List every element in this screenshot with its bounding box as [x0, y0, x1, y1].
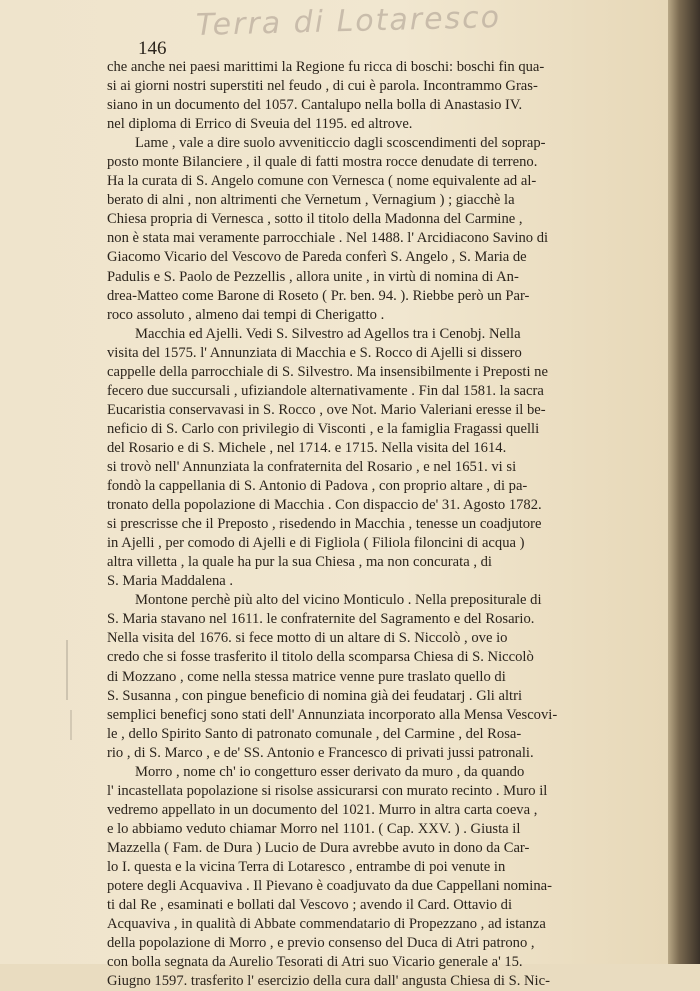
- text-line: cappelle della parrocchiale di S. Silvestro. Ma insensibilmente i Preposti ne: [107, 363, 548, 380]
- text-line: vedremo appellato in un documento del 1021. Murro in altra carta coeva ,: [107, 801, 538, 818]
- text-line: drea-Matteo come Barone di Roseto ( Pr. ben. 94. ). Riebbe però un Par-: [107, 287, 530, 304]
- text-line: con bolla segnata da Aurelio Tesorati di Atri suo Vicario generale a' 15.: [107, 954, 523, 971]
- text-line: Mazzella ( Fam. de Dura ) Lucio de Dura avrebbe avuto in dono da Car-: [107, 839, 530, 856]
- text-line: Giacomo Vicario del Vescovo de Pareda conferì S. Angelo , S. Maria de: [107, 249, 527, 266]
- text-line: altra villetta , la quale ha pur la sua Chiesa , ma non concurata , di: [107, 554, 492, 571]
- text-line: l' incastellata popolazione si risolse assicurarsi con murato recinto . Muro il: [107, 782, 548, 799]
- text-line: fondò la cappellania di S. Antonio di Padova , con proprio altare , di pa-: [107, 478, 528, 495]
- text-line: rio , di S. Marco , e de' SS. Antonio e Francesco di privati jussi patronali.: [107, 744, 534, 761]
- margin-pencil-mark: [66, 640, 68, 700]
- text-line: S. Susanna , con pingue beneficio di nomina già dei feudatarj . Gli altri: [107, 687, 523, 704]
- text-line: Acquaviva , in qualità di Abbate commendatario di Propezzano , ad istanza: [107, 916, 546, 933]
- text-line: siano in un documento del 1057. Cantalupo nella bolla di Anastasio IV.: [107, 97, 523, 114]
- text-line: Padulis e S. Paolo de Pezzellis , allora unite , in virtù di nomina di An-: [107, 268, 519, 285]
- text-line: credo che si fosse trasferito il titolo della scomparsa Chiesa di S. Niccolò: [107, 649, 534, 666]
- text-line: le , dello Spirito Santo di patronato comunale , del Carmine , del Rosa-: [107, 725, 522, 742]
- text-line: del Rosario e di S. Michele , nel 1714. e 1715. Nella visita del 1614.: [107, 439, 507, 456]
- text-line: Giugno 1597. trasferito l' esercizio della cura dall' angusta Chiesa di S. Nic-: [107, 973, 550, 990]
- text-line: in Ajelli , per comodo di Ajelli e di Figliola ( Filiola filoncini di acqua ): [107, 535, 525, 552]
- text-line: di Mozzano , come nella stessa matrice venne pure traslato quello di: [107, 668, 506, 685]
- text-line: visita del 1575. l' Annunziata di Macchia e S. Rocco di Ajelli si dissero: [107, 344, 522, 361]
- text-line: tronato della popolazione di Macchia . Con dispaccio de' 31. Agosto 1782.: [107, 497, 542, 514]
- text-line: della popolazione di Morro , e previo consenso del Duca di Atri patrono ,: [107, 935, 535, 952]
- text-line: roco assoluto , almeno dai tempi di Cherigatto .: [107, 306, 385, 323]
- handwritten-inscription: Terra di Lotaresco: [195, 0, 502, 43]
- text-line: posto monte Bilanciere , il quale di fatti mostra rocce denudate di terreno.: [107, 154, 538, 171]
- text-line: lo I. questa e la vicina Terra di Lotaresco , entrambe di poi venute in: [107, 858, 506, 875]
- text-line: berato di alni , non altrimenti che Vernetum , Vernagium ) ; giacchè la: [107, 192, 515, 209]
- margin-pencil-mark: [70, 710, 72, 740]
- text-line: Ha la curata di S. Angelo comune con Vernesca ( nome equivalente ad al-: [107, 173, 537, 190]
- text-line: si prescrisse che il Preposto , risedendo in Macchia , tenesse un coadjutore: [107, 516, 542, 533]
- text-line: S. Maria Maddalena .: [107, 573, 234, 590]
- text-line: non è stata mai veramente parrocchiale . Nel 1488. l' Arcidiacono Savino di: [107, 230, 549, 247]
- page-gutter-edge: [668, 0, 700, 964]
- text-line: e lo abbiamo veduto chiamar Morro nel 1101. ( Cap. XXV. ) . Giusta il: [107, 820, 521, 837]
- page-number: 146: [138, 38, 167, 59]
- text-line: si trovò nell' Annunziata la confraternita del Rosario , e nel 1651. vi si: [107, 458, 517, 475]
- text-line: che anche nei paesi marittimi la Regione fu ricca di boschi: boschi fin qua-: [107, 59, 545, 75]
- text-line: nel diploma di Errico di Sveuia del 1195. ed altrove.: [107, 116, 413, 133]
- text-line: ti dal Re , esaminati e bollati dal Vescovo ; avendo il Card. Ottavio di: [107, 897, 513, 914]
- text-line: Macchia ed Ajelli. Vedi S. Silvestro ad Agellos tra i Cenobj. Nella: [135, 325, 521, 342]
- text-line: Eucaristia conservavasi in S. Rocco , ove Not. Mario Valeriani eresse il be-: [107, 401, 546, 418]
- text-line: Lame , vale a dire suolo avveniticcio dagli scoscendimenti del soprap-: [135, 135, 546, 152]
- text-line: S. Maria stavano nel 1611. le confraternite del Sagramento e del Rosario.: [107, 611, 535, 628]
- text-line: neficio di S. Carlo con privilegio di Visconti , e la famiglia Fragassi quelli: [107, 420, 540, 437]
- text-line: Montone perchè più alto del vicino Monticulo . Nella prepositurale di: [135, 592, 542, 609]
- text-line: semplici beneficj sono stati dell' Annunziata incorporato alla Mensa Vescovi-: [107, 706, 558, 723]
- text-line: Chiesa propria di Vernesca , sotto il titolo della Madonna del Carmine ,: [107, 211, 523, 228]
- text-line: Nella visita del 1676. si fece motto di un altare di S. Niccolò , ove io: [107, 630, 508, 647]
- body-text: [107, 58, 655, 991]
- text-line: Morro , nome ch' io congetturo esser derivato da muro , da quando: [135, 763, 525, 780]
- text-line: potere degli Acquaviva . Il Pievano è coadjuvato da due Cappellani nomina-: [107, 878, 552, 895]
- text-line: fecero due succursali , ufiziandole alternativamente . Fin dal 1581. la sacra: [107, 382, 544, 399]
- text-line: si ai giorni nostri superstiti nel feudo , di cui è parola. Incontrammo Gras-: [107, 78, 538, 95]
